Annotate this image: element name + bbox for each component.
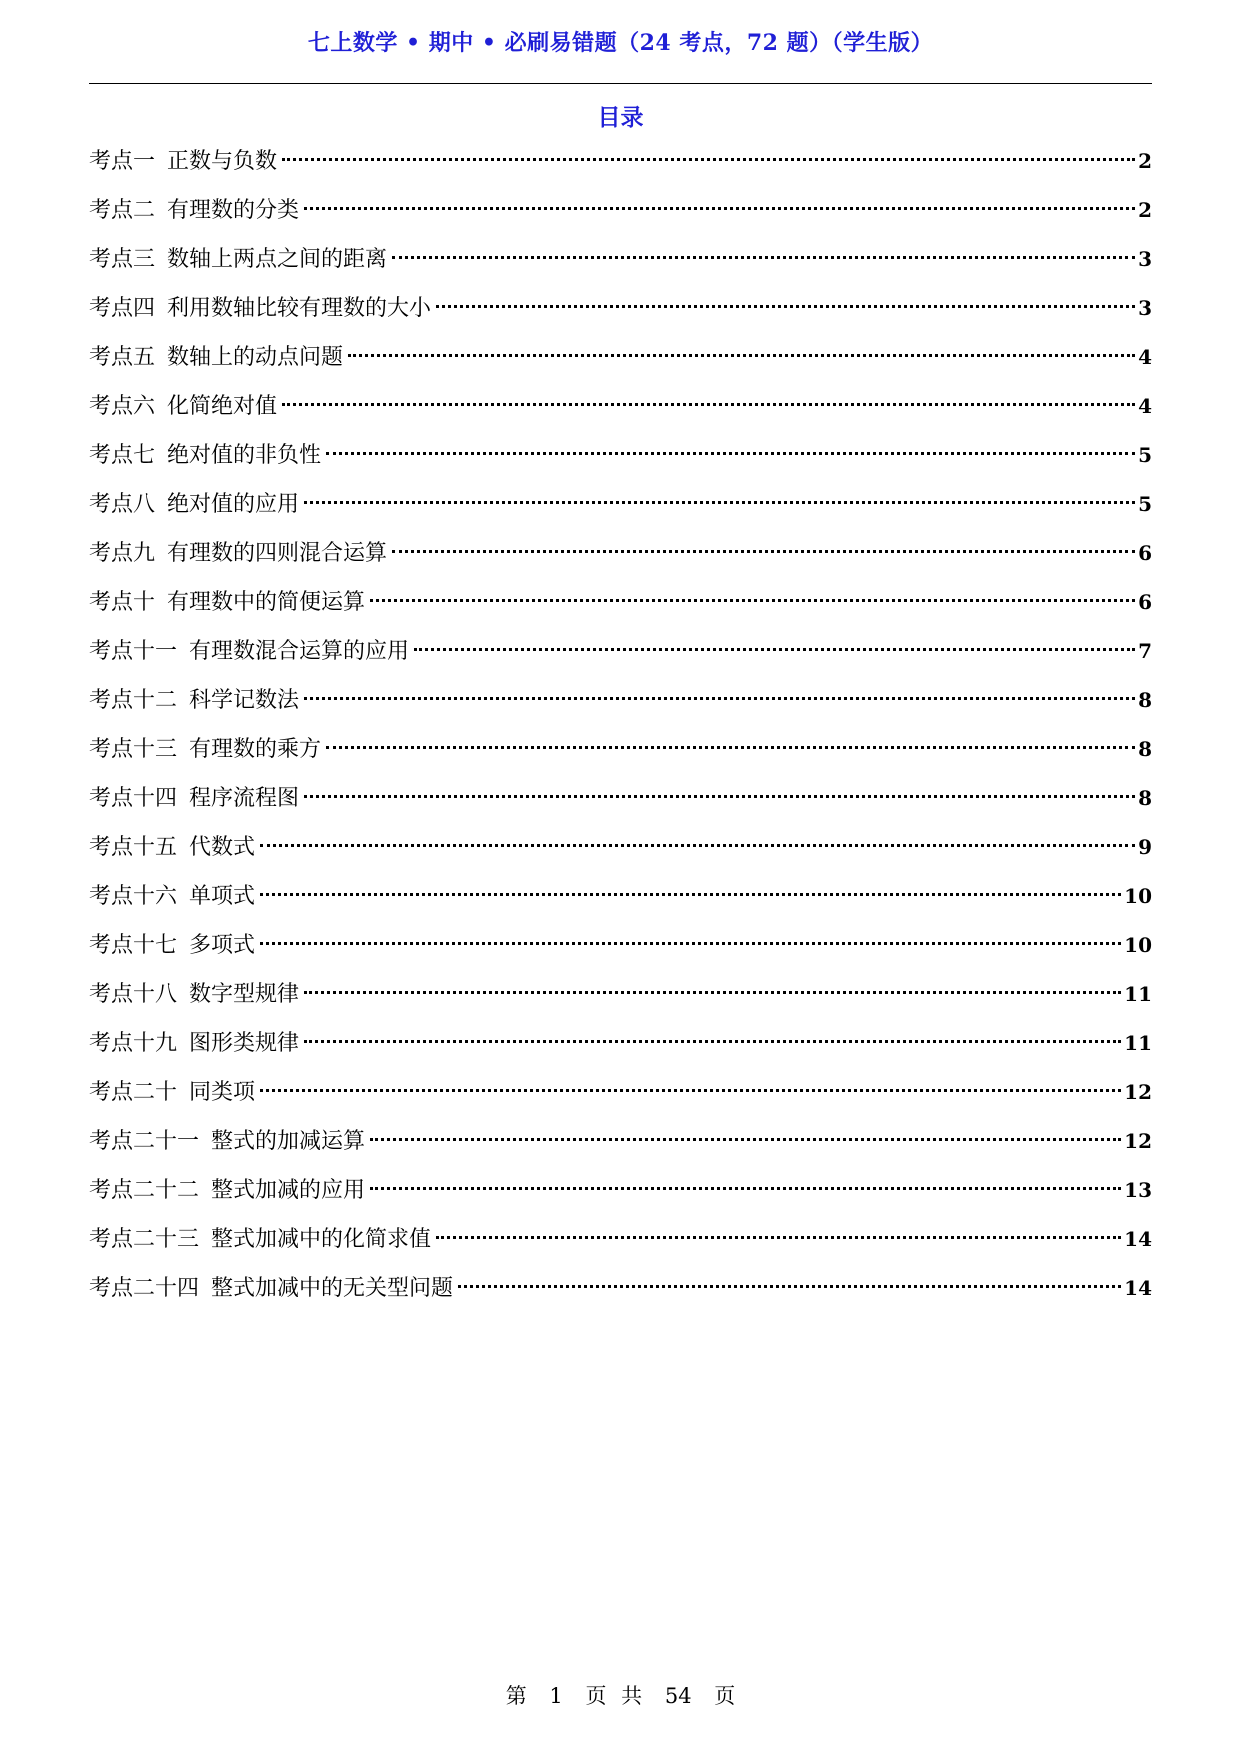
toc-entry-page-number: 2 (1138, 198, 1152, 222)
toc-entry-text: 有理数混合运算的应用 (189, 639, 410, 664)
toc-entry-number: 考点十八 (89, 982, 178, 1007)
toc-entry-number: 考点三 (89, 247, 156, 272)
toc-entry-text: 整式加减中的无关型问题 (211, 1276, 454, 1301)
toc-entry-number: 考点八 (89, 492, 156, 517)
toc-dot-leader (392, 256, 1135, 259)
toc-entry-page-number: 8 (1138, 688, 1152, 712)
toc-entry-page-number: 11 (1124, 982, 1152, 1006)
toc-entry-number: 考点十六 (89, 884, 178, 909)
toc-entry-number: 考点十一 (89, 639, 178, 664)
toc-entry[interactable] (89, 437, 1152, 486)
toc-entry-text: 单项式 (189, 884, 256, 909)
toc-entry-number: 考点二十二 (89, 1178, 200, 1203)
toc-entry-page-number: 14 (1124, 1227, 1152, 1251)
toc-entry-page-number: 5 (1138, 443, 1152, 467)
toc-dot-leader (370, 599, 1135, 602)
toc-entry-text: 数字型规律 (189, 982, 300, 1007)
toc-entry[interactable] (89, 388, 1152, 437)
toc-entry-text: 数轴上两点之间的距离 (167, 247, 388, 272)
toc-dot-leader (458, 1285, 1121, 1288)
footer-suffix: 页 (714, 1684, 736, 1708)
page-footer (89, 1680, 1152, 1710)
toc-entry-number: 考点二十一 (89, 1129, 200, 1154)
toc-dot-leader (282, 158, 1135, 161)
toc-entry-text: 数轴上的动点问题 (167, 345, 344, 370)
toc-entry[interactable] (89, 584, 1152, 633)
toc-entry[interactable] (89, 1074, 1152, 1123)
toc-entry-text: 有理数的分类 (167, 198, 300, 223)
toc-entry-number: 考点十 (89, 590, 156, 615)
toc-dot-leader (326, 452, 1135, 455)
toc-entry-number: 考点十三 (89, 737, 178, 762)
toc-entry[interactable] (89, 731, 1152, 780)
toc-entry[interactable] (89, 633, 1152, 682)
toc-entry-text: 代数式 (189, 835, 256, 860)
toc-entry[interactable] (89, 1025, 1152, 1074)
toc-entry-page-number: 10 (1124, 933, 1152, 957)
header-divider (89, 83, 1152, 84)
toc-entry-text: 有理数中的简便运算 (167, 590, 366, 615)
toc-entry-number: 考点二十四 (89, 1276, 200, 1301)
toc-entry-number: 考点十二 (89, 688, 178, 713)
toc-entry-text: 同类项 (189, 1080, 256, 1105)
toc-entry-number: 考点二 (89, 198, 156, 223)
toc-entry-page-number: 8 (1138, 786, 1152, 810)
toc-entry-text: 绝对值的应用 (167, 492, 300, 517)
toc-entry-text: 多项式 (189, 933, 256, 958)
toc-dot-leader (370, 1187, 1121, 1190)
toc-dot-leader (304, 207, 1135, 210)
toc-entry-page-number: 14 (1124, 1276, 1152, 1300)
toc-entry[interactable] (89, 1221, 1152, 1270)
toc-dot-leader (436, 1236, 1121, 1239)
toc-dot-leader (414, 648, 1135, 651)
toc-dot-leader (304, 1040, 1121, 1043)
toc-entry[interactable] (89, 192, 1152, 241)
toc-entry-page-number: 4 (1138, 345, 1152, 369)
toc-entry-number: 考点十七 (89, 933, 178, 958)
toc-entry-text: 图形类规律 (189, 1031, 300, 1056)
toc-entry-text: 整式的加减运算 (211, 1129, 366, 1154)
toc-entry-page-number: 3 (1138, 247, 1152, 271)
toc-entry[interactable] (89, 290, 1152, 339)
toc-entry-text: 绝对值的非负性 (167, 443, 322, 468)
toc-dot-leader (260, 942, 1121, 945)
toc-entry-page-number: 3 (1138, 296, 1152, 320)
toc-entry-number: 考点二十三 (89, 1227, 200, 1252)
toc-dot-leader (260, 1089, 1121, 1092)
toc-dot-leader (436, 305, 1135, 308)
toc-entry-page-number: 4 (1138, 394, 1152, 418)
toc-entry[interactable] (89, 535, 1152, 584)
toc-entry-page-number: 7 (1138, 639, 1152, 663)
toc-entry-number: 考点九 (89, 541, 156, 566)
toc-entry-page-number: 11 (1124, 1031, 1152, 1055)
toc-dot-leader (392, 550, 1135, 553)
toc-entry-number: 考点二十 (89, 1080, 178, 1105)
toc-entry[interactable] (89, 339, 1152, 388)
toc-entry-page-number: 5 (1138, 492, 1152, 516)
toc-entry-text: 整式加减中的化简求值 (211, 1227, 432, 1252)
toc-entry-page-number: 13 (1124, 1178, 1152, 1202)
toc-entry-text: 科学记数法 (189, 688, 300, 713)
toc-title: 目录 (597, 104, 644, 131)
toc-entry-page-number: 10 (1124, 884, 1152, 908)
toc-entry[interactable] (89, 976, 1152, 1025)
toc-dot-leader (260, 844, 1135, 847)
toc-entry-text: 有理数的乘方 (189, 737, 322, 762)
toc-entry-number: 考点七 (89, 443, 156, 468)
toc-entry[interactable] (89, 878, 1152, 927)
toc-dot-leader (304, 795, 1135, 798)
toc-entry-page-number: 6 (1138, 541, 1152, 565)
toc-entry-text: 利用数轴比较有理数的大小 (167, 296, 432, 321)
toc-entry-text: 整式加减的应用 (211, 1178, 366, 1203)
toc-entry-number: 考点四 (89, 296, 156, 321)
footer-prefix: 第 (505, 1684, 527, 1708)
toc-dot-leader (326, 746, 1135, 749)
document-header-title: 七上数学 • 期中 • 必刷易错题（24 考点，72 题）（学生版） (307, 30, 934, 56)
toc-entry[interactable] (89, 829, 1152, 878)
toc-entry-number: 考点一 (89, 149, 156, 174)
toc-entry-text: 化简绝对值 (167, 394, 278, 419)
toc-entry[interactable] (89, 1270, 1152, 1319)
toc-entry-page-number: 8 (1138, 737, 1152, 761)
toc-entry[interactable] (89, 927, 1152, 976)
toc-dot-leader (282, 403, 1135, 406)
toc-entry-text: 有理数的四则混合运算 (167, 541, 388, 566)
toc-entry-page-number: 9 (1138, 835, 1152, 859)
toc-entry-number: 考点十四 (89, 786, 178, 811)
footer-current-page: 1 (549, 1684, 563, 1708)
toc-dot-leader (304, 991, 1121, 994)
toc-entry[interactable] (89, 682, 1152, 731)
toc-entry-page-number: 12 (1124, 1080, 1152, 1104)
toc-entry-number: 考点十五 (89, 835, 178, 860)
toc-dot-leader (304, 501, 1135, 504)
toc-entry[interactable] (89, 241, 1152, 290)
toc-entry[interactable] (89, 486, 1152, 535)
toc-entry-text: 正数与负数 (167, 149, 278, 174)
toc-entry-page-number: 12 (1124, 1129, 1152, 1153)
toc-dot-leader (348, 354, 1135, 357)
toc-entry-number: 考点十九 (89, 1031, 178, 1056)
toc-entry-number: 考点五 (89, 345, 156, 370)
toc-dot-leader (260, 893, 1121, 896)
footer-middle: 页 共 (585, 1684, 643, 1708)
table-of-contents (89, 143, 1152, 1319)
footer-total-pages: 54 (664, 1684, 692, 1708)
toc-entry[interactable] (89, 143, 1152, 192)
toc-dot-leader (370, 1138, 1121, 1141)
toc-dot-leader (304, 697, 1135, 700)
toc-entry-number: 考点六 (89, 394, 156, 419)
toc-entry[interactable] (89, 1172, 1152, 1221)
toc-entry-page-number: 2 (1138, 149, 1152, 173)
toc-entry[interactable] (89, 780, 1152, 829)
toc-entry-text: 程序流程图 (189, 786, 300, 811)
toc-entry[interactable] (89, 1123, 1152, 1172)
toc-entry-page-number: 6 (1138, 590, 1152, 614)
